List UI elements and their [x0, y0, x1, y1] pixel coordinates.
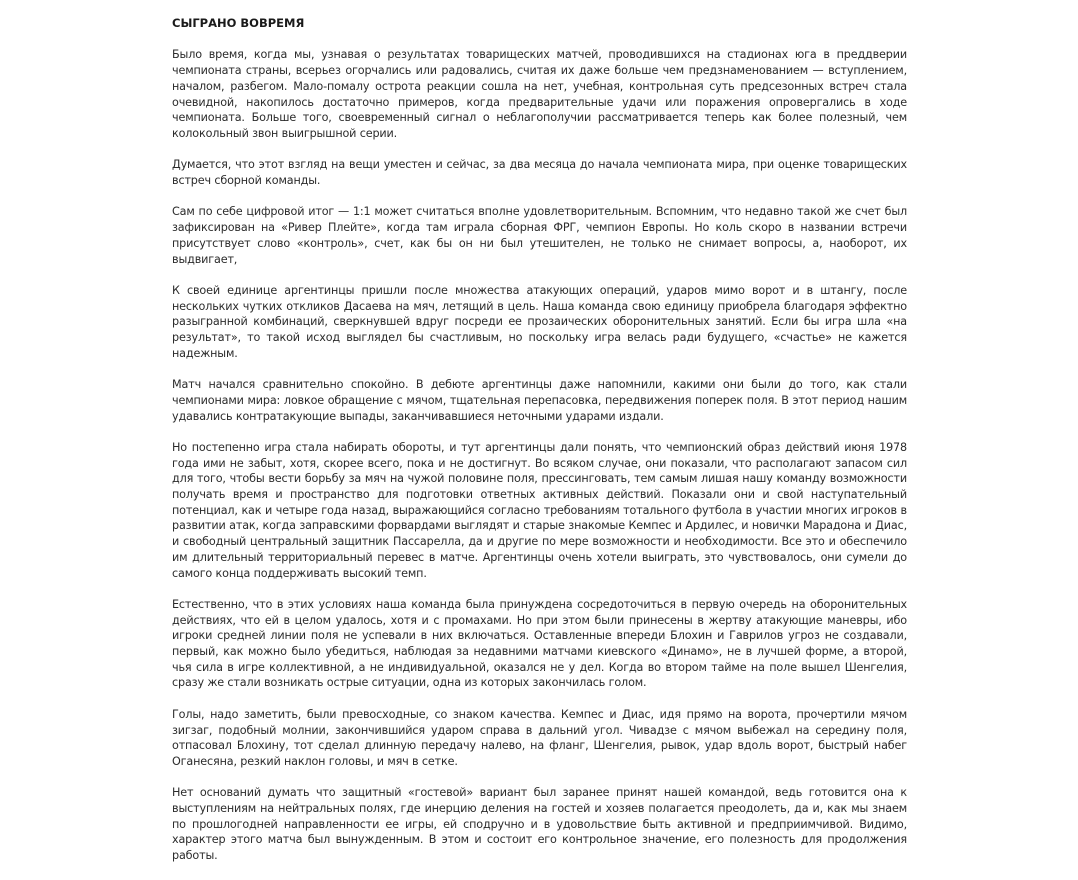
paragraph-4: К своей единице аргентинцы пришли после множества атакующих операций, ударов мимо ворот и в штангу, после нескольких чутких откликов Дасаева на мяч, летящий в цель. Наша команда свою единицу приобрела благодаря эффектно разыгранной комбинаций, сверкнувшей вдруг посреди ее прозаических оборонительных занятий. Если бы игра шла «на результат», то такой исход выглядел бы счастливым, но поскольку игра велась ради будущего, «счастье» не кажется надежным. — [172, 283, 907, 360]
paragraph-1: Было время, когда мы, узнавая о результатах товарищеских матчей, проводившихся на стадионах юга в преддверии чемпионата страны, всерьез огорчались или радовались, считая их даже больше чем предзнаменованием — вступлением, началом, разбегом. Мало-помалу острота реакции сошла на нет, учебная, контрольная суть предсезонных встреч стала очевидной, накопилось достаточно примеров, когда предварительные удачи или поражения опровергались в ходе чемпионата. Больше того, своевременный сигнал о неблагополучии рассматривается теперь как более полезный, чем колокольный звон выигрышной серии. — [172, 48, 907, 140]
paragraph-5: Матч начался сравнительно спокойно. В дебюте аргентинцы даже напомнили, какими они были до того, как стали чемпионами мира: ловкое обращение с мячом, тщательная перепасовка, передвижения поперек поля. В этот период нашим удавались контратакующие выпады, заканчивавшиеся неточными ударами издали. — [172, 378, 907, 423]
paragraph-3: Сам по себе цифровой итог — 1:1 может считаться вполне удовлетворительным. Вспомним, что недавно такой же счет был зафиксирован на «Ривер Плейте», когда там играла сборная ФРГ, чемпион Европы. Но коль скоро в названии встречи присутствует слово «контроль», счет, как бы он ни был утешителен, не только не снимает вопросы, а, наоборот, их выдвигает, — [172, 205, 907, 266]
paragraph-7: Естественно, что в этих условиях наша команда была принуждена сосредоточиться в первую очередь на оборонительных действиях, что ей в целом удалось, хотя и с промахами. Но при этом были принесены в жертву атакующие маневры, ибо игроки средней линии поля не успевали в них включаться. Оставленные впереди Блохин и Гаврилов угроз не создавали, первый, как можно было убедиться, наблюдая за недавними матчами киевского «Динамо», не в лучшей форме, а второй, чья сила в игре коллективной, а не индивидуальной, оказался не у дел. Когда во втором тайме на поле вышел Шенгелия, сразу же стали возникать острые ситуации, одна из которых закончилась голом. — [172, 597, 907, 690]
paragraph-6: Но постепенно игра стала набирать обороты, и тут аргентинцы дали понять, что чемпионский образ действий июня 1978 года ими не забыт, хотя, скорее всего, пока и не достигнут. Во всяком случае, они показали, что располагают запасом сил для того, чтобы вести борьбу за мяч на чужой половине поля, прессинговать, тем самым лишая нашу команду возможности получать время и пространство для подготовки ответных активных действий. Показали они и свой наступательный потенциал, как и четыре года назад, выражающийся согласно требованиям тотального футбола в участии многих игроков в развитии атак, когда заправскими форвардами выглядят и старые знакомые Кемпес и Ардилес, и новички Марадона и Диас, и свободный центральный защитник Пассарелла, да и другие по мере возможности и необходимости. Все это и обеспечило им длительный территориальный перевес в матче. Аргентинцы очень хотели выиграть, это чувствовалось, они сумели до самого конца поддерживать высокий темп. — [172, 440, 907, 580]
paragraph-8: Голы, надо заметить, были превосходные, со знаком качества. Кемпес и Диас, идя прямо на ворота, прочертили мячом зигзаг, подобный молнии, закончившийся ударом справа в дальний угол. Чивадзе с мячом выбежал на середину поля, отпасовал Блохину, тот сделал длинную передачу налево, на фланг, Шенгелия, рывок, удар вдоль ворот, быстрый набег Оганесяна, резкий наклон головы, и мяч в сетке. — [172, 707, 907, 768]
article-title: СЫГРАНО ВОВРЕМЯ — [172, 16, 305, 30]
paragraph-9: Нет оснований думать что защитный «гостевой» вариант был заранее принят нашей командой, ведь готовится она к выступлениям на нейтральных полях, где инерцию деления на гостей и хозяев полагается преодолеть, да и, как мы знаем по прошлогодней направленности ее игры, ей сподручно и в удовольствие быть активной и предприимчивой. Видимо, характер этого матча был вынужденным. В этом и состоит его контрольное значение, его полезность для продолжения работы. — [172, 786, 907, 863]
paragraph-2: Думается, что этот взгляд на вещи уместен и сейчас, за два месяца до начала чемпионата мира, при оценке товарищеских встреч сборной команды. — [172, 158, 907, 187]
article — [172, 16, 907, 880]
